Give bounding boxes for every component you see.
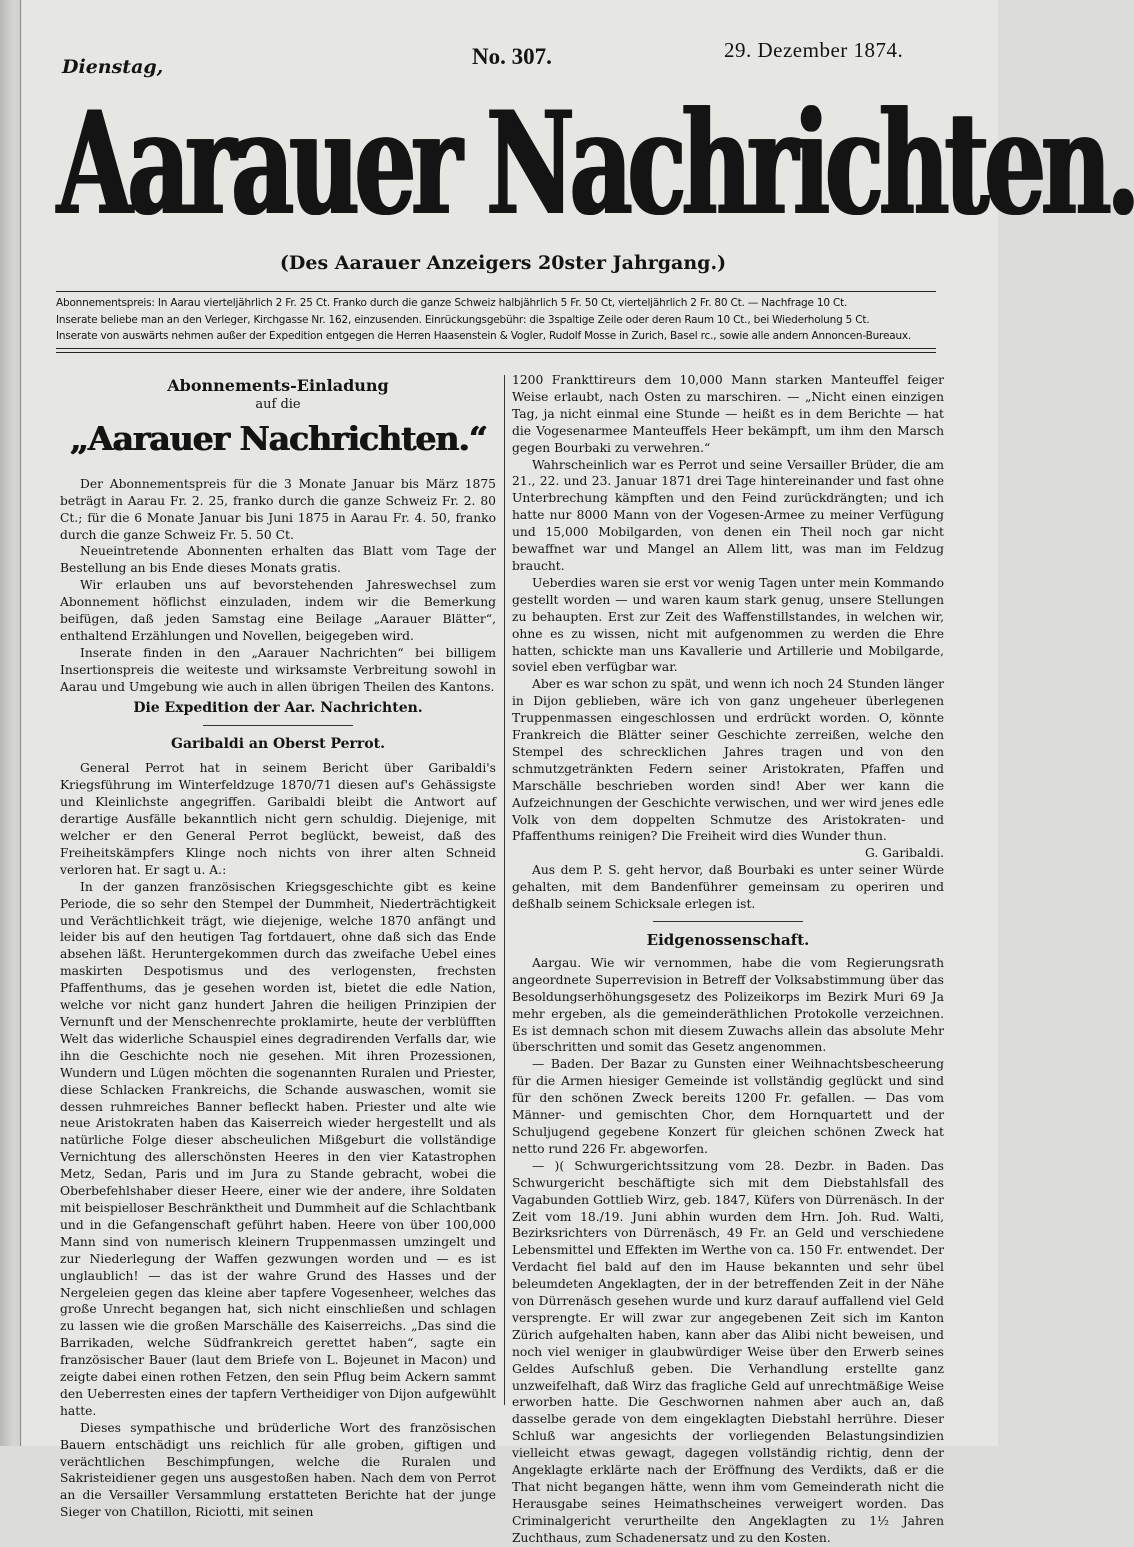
masthead-title: Aarauer Nachrichten. [56,81,1134,247]
paragraph: In der ganzen französischen Kriegsgeschichte gibt es keine Periode, die so sehr den Stempel der Dummheit, Niederträchtigkeit und Verächtlichkeit trägt, wie diejenige, welche 1870 anfängt und leider bis auf den heutigen Tag fortdauert, ohne daß sich das Ende absehen läßt. Heruntergekommen durch das zweifache Uebel eines maskirten Despotismus und des verlogensten, frechsten Pfaffenthums, das je gesehen worden ist, bietet die edle Nation, welche vor nicht ganz hundert Jahren die heiligen Prinzipien der Vernunft und der Menschenrechte proklamirte, heute der verblüfften Welt das widerliche Schauspiel eines degradirenden Verfalls dar, wie ihn die Geschichte noch nie gesehen. Mit ihren Prozessionen, Wundern und Lügen möchten die sogenannten Ruralen und Priester, diese Schlacken Frankreichs, die Schande auswaschen, womit sie dessen ruhmreiches Banner befleckt haben. Priester und alte wie neue Aristokraten haben das Kaiserreich wieder hergestellt und als natürliche Folge dieser abscheulichen Mißgeburt die vollständige Vernichtung des allerschönsten Heeres in den vier Katastrophen Metz, Sedan, Paris und im Jura zu Stande gebracht, wobei die Oberbefehlshaber dieser Heere, einer wie der andere, ihre Soldaten mit beispielloser Beschränktheit und Dummheit auf die Schlachtbank und in die Gefangenschaft geführt haben. Heere von über 100,000 Mann sind von numerisch kleinern Truppenmassen umzingelt und zur Niederlegung der Waffen gezwungen worden und — es ist unglaublich! — das ist der wahre Grund des Hasses und der Nergeleien gegen das kleine aber tapfere Vogesenheer, welches das große Unrecht begangen hat, sich nicht einschließen und schlagen zu lassen wie die großen Marschälle des Kaiserreichs. „Das sind die Barrikaden, welche Südfrankreich gerettet haben“, sagte ein französischer Bauer (laut dem Briefe von L. Bojeunet in Macon) und zeigte dabei einen rothen Fetzen, den sein Pflug beim Ackern sammt den Ueberresten eines der tapfern Vertheidiger von Dijon aufgewühlt hatte. [60,879,496,1418]
issue-number: No. 307. [472,44,552,69]
column-divider [504,375,505,1405]
garibaldi-signature: G. Garibaldi. [864,846,944,861]
rule-bottom [56,348,936,349]
paragraph: Wir erlauben uns auf bevorstehenden Jahreswechsel zum Abonnement höflichst einzuladen, indem wir die Bemerkung beifügen, daß jeden Samstag eine Beilage „Aarauer Blätter“, enthaltend Erzählungen und Novellen, beigegeben wird. [60,578,496,643]
right-column [512,372,944,1547]
paragraph: Ueberdies waren sie erst vor wenig Tagen unter mein Kommando gestellt worden — und waren kaum stark genug, unsere Stellungen zu behaupten. Erst zur Zeit des Waffenstillstandes, in welchen wir, ohne es zu wissen, nicht mit aufgenommen zu werden die Ehre hatten, schickte man uns Kavallerie und Artillerie und Mobilgarde, soviel eben verfügbar war. [512,575,944,675]
issue-date: 29. Dezember 1874. [724,38,904,62]
paragraph: Aber es war schon zu spät, und wenn ich noch 24 Stunden länger in Dijon geblieben, wäre ich von ganz ungeheuer überlegenen Truppenmassen eingeschlossen und erdrückt worden. O, könnte Frankreich die Blätter seiner Geschichte zerreißen, welche den Stempel des schrecklichen Jahres tragen und von den schmutzgetränkten Federn seiner Aristokraten, Pfaffen und Marschälle beschrieben worden sind! Aber wer kann die Aufzeichnungen der Geschichte verwischen, und wer wird jenes edle Volk von dem doppelten Schmutze des Aristokraten- und Pfaffenthums reinigen? Die Freiheit wird dies Wunder thun. [512,677,944,844]
paragraph: — )( Schwurgerichtssitzung vom 28. Dezbr. in Baden. Das Schwurgericht beschäftigte sich mit dem Diebstahlsfall des Vagabunden Gottlieb Wirz, geb. 1847, Küfers von Dürrenäsch. In der Zeit vom 18./19. Juni abhin wurden dem Hrn. Joh. Rud. Walti, Bezirksrichters von Dürrenäsch, 49 Fr. an Geld und verschiedene Lebensmittel und Effekten im Werthe von ca. 150 Fr. entwendet. Der Verdacht fiel bald auf den im Hause bekannten und sehr übel beleumdeten Angeklagten, der in der betreffenden Zeit in der Nähe von Dürrenäsch gesehen wurde und kurz darauf auffallend viel Geld versprengte. Er will zwar zur angegebenen Zeit sich im Kanton Zürich aufgehalten haben, kann aber das Alibi nicht beweisen, und noch viel weniger in glaubwürdiger Weise über den Erwerb seines Geldes Aufschluß geben. Die Verhandlung erstellte ganz unzweifelhaft, daß Wirz das fragliche Geld auf unrechtmäßige Weise erworben hatte. Die Geschwornen nahmen aber auch an, daß dasselbe gerade von dem eingeklagten Diebstahl herrühre. Dieser Schluß war angesichts der vorliegenden Belastungsindizien vielleicht etwas gewagt, dagegen vollständig richtig, denn der Angeklagte erklärte nach der Eröffnung des Verdikts, daß er die That nicht begangen hätte, wenn ihm vom Gemeinderath nicht die Herausgabe seines Heimathscheines verweigert worden. Das Criminalgericht verurtheilte den Angeklagten zu 1½ Jahren Zuchthaus, zum Schadenersatz und zu den Kosten. [512,1158,944,1545]
book-spine [0,0,21,1446]
notice-line: Inserate beliebe man an den Verleger, Kirchgasse Nr. 162, einzusenden. Einrückungsgebühr: die 3spaltige Zeile oder deren Raum 10 Ct., bei Wiederholung 5 Ct. [56,313,870,326]
paragraph: Neueintretende Abonnenten erhalten das Blatt vom Tage der Bestellung an bis Ende dieses Monats gratis. [60,544,496,576]
expedition-signature: Die Expedition der Aar. Nachrichten. [133,699,423,716]
subscription-paper-title: „Aarauer Nachrichten.“ [69,418,487,458]
section-rule [203,725,353,726]
issue-day: Dienstag, [62,56,164,78]
rule-top [56,291,936,292]
section-rule [653,921,803,922]
subscription-notice [56,295,936,345]
paragraph: Dieses sympathische und brüderliche Wort des französischen Bauern entschädigt uns reichlich für alle groben, giftigen und verächtlichen Beschimpfungen, welche die Ruralen und Sakristeidiener gegen uns ausgestoßen haben. Nach dem von Perrot an die Versailler Versammlung erstatteten Berichte hat der junge Sieger von Chatillon, Riciotti, mit seinen [60,1420,496,1520]
rule-bottom-double [56,352,936,353]
paragraph: 1200 Frankttireurs dem 10,000 Mann starken Manteuffel feiger Weise erlaubt, nach Osten zu marschiren. — „Nicht einen einzigen Tag, ja nicht einmal eine Stunde — heißt es in dem Berichte — hat die Vogesenarmee Manteuffels Heer bekämpft, um ihm den Marsch gegen Bourbaki zu verwehren.“ [512,373,944,455]
left-column [60,372,496,1521]
notice-line: Abonnementspreis: In Aarau vierteljährlich 2 Fr. 25 Ct. Franko durch die ganze Schweiz halbjährlich 5 Fr. 50 Ct, vierteljährlich 2 Fr. 80 Ct. — Nachfrage 10 Ct. [56,297,848,309]
notice-line: Inserate von auswärts nehmen außer der Expedition entgegen die Herren Haasenstein & Vogler, Rudolf Mosse in Zurich, Basel rc., sowie alle andern Annoncen-Bureaux. [56,330,912,342]
article-heading-eidgenossenschaft: Eidgenossenschaft. [646,931,810,949]
paragraph: Aus dem P. S. geht hervor, daß Bourbaki es unter seiner Würde gehalten, mit dem Bandenführer gemeinsam zu operiren und deßhalb seinem Schicksale erlegen ist. [512,863,944,912]
paragraph: — Baden. Der Bazar zu Gunsten einer Weihnachtsbescheerung für die Armen hiesiger Gemeinde ist vollständig geglückt und sind für den schönen Zweck bereits 1200 Fr. gefallen. — Das vom Männer- und gemischten Chor, dem Hornquartett und der Schuljugend gegebene Konzert für gleichen schönen Zweck hat netto rund 226 Fr. abgeworfen. [512,1057,944,1156]
paragraph: Wahrscheinlich war es Perrot und seine Versailler Brüder, die am 21., 22. und 23. Januar 1871 drei Tage hintereinander und fast ohne Unterbrechung kämpften und den Feind zurückdrängten; und ich hatte nur 8000 Mann von der Vogesen-Armee zu meiner Verfügung und 15,000 Mobilgarden, von denen ein Theil noch gar nicht bewaffnet war und Mangel an Allem litt, was man im Feldzug braucht. [512,457,944,573]
subscription-heading: Abonnements-Einladung [167,376,389,395]
subscription-auf-die: auf die [255,396,301,412]
masthead-subtitle: (Des Aarauer Anzeigers 20ster Jahrgang.) [279,252,727,274]
paragraph: General Perrot hat in seinem Bericht über Garibaldi's Kriegsführung im Winterfeldzuge 1870/71 diesen auf's Gehässigste und Kleinlichste angegriffen. Garibaldi bleibt die Antwort auf derartige Ausfälle bekanntlich nicht gern schuldig. Diejenige, mit welcher er den General Perrot beglückt, beweist, daß des Freiheitskämpfers Klinge noch nichts von ihrer alten Schneid verloren hat. Er sagt u. A.: [60,761,496,877]
article-heading-garibaldi: Garibaldi an Oberst Perrot. [171,735,385,752]
paragraph: Aargau. Wie wir vernommen, habe die vom Regierungsrath angeordnete Superrevision in Betreff der Volksabstimmung über das Besoldungserhöhungsgesetz des Polizeikorps im Bezirk Muri 69 Ja mehr ergeben, als die gemeinderäthlichen Protokolle verzeichnen. Es ist demnach schon mit diesem Zuwachs allein das absolute Mehr überschritten und somit das Gesetz angenommen. [512,955,944,1055]
paragraph: Der Abonnementspreis für die 3 Monate Januar bis März 1875 beträgt in Aarau Fr. 2. 25, franko durch die ganze Schweiz Fr. 2. 80 Ct.; für die 6 Monate Januar bis Juni 1875 in Aarau Fr. 4. 50, franko durch die ganze Schweiz Fr. 5. 50 Ct. [60,476,496,542]
paragraph: Inserate finden in den „Aarauer Nachrichten“ bei billigem Insertionspreis die weiteste und wirksamste Verbreitung sowohl in Aarau und Umgebung wie auch in allen übrigen Theilen des Kantons. [60,645,496,694]
